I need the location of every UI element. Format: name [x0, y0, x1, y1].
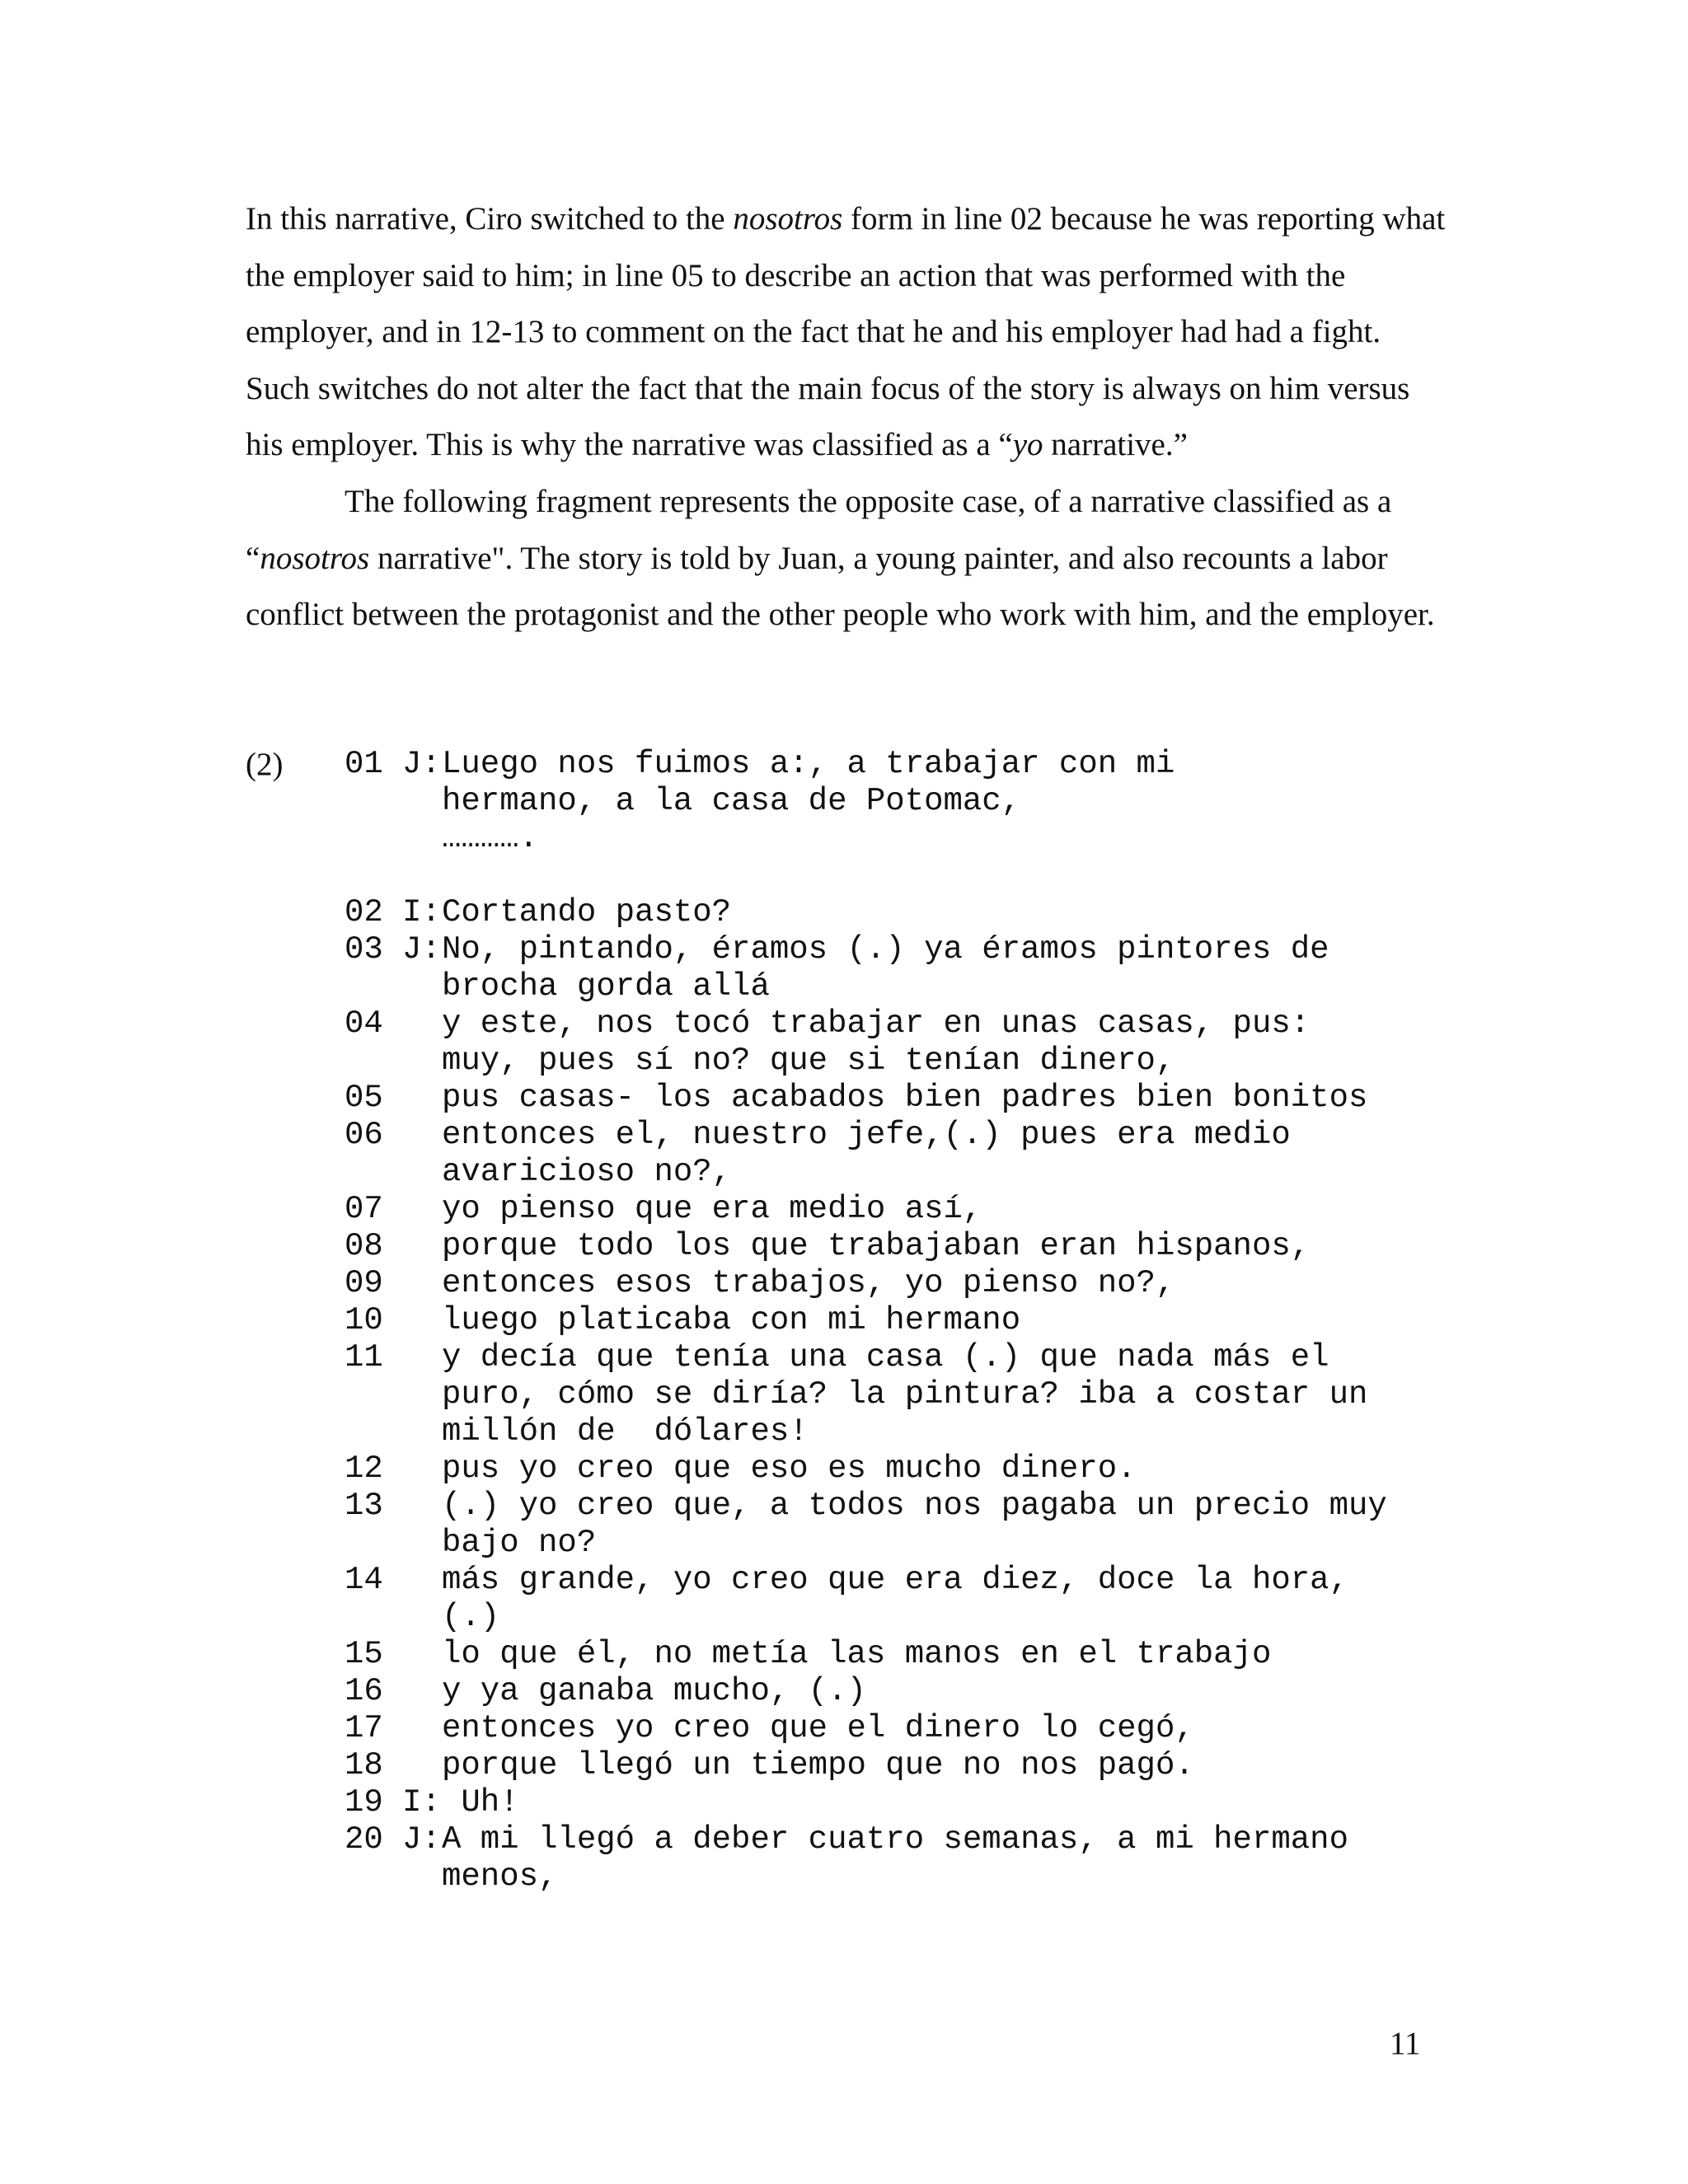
line-number: 12	[345, 1451, 383, 1487]
line-number: 07	[345, 1191, 383, 1227]
transcript-line	[345, 1191, 1482, 1228]
line-number: 03	[345, 931, 383, 968]
line-number: 13	[345, 1488, 383, 1524]
transcript	[345, 746, 1482, 1896]
speaker-label: I:	[402, 1784, 441, 1821]
speaker-label	[402, 1005, 442, 1043]
line-number: 17	[345, 1710, 383, 1746]
utterance-continuation: bajo no?	[442, 1525, 597, 1561]
utterance-continuation: menos,	[442, 1858, 558, 1895]
line-number: 18	[345, 1747, 383, 1783]
utterance-text: (.) yo creo que, a todos nos pagaba un precio muy	[442, 1488, 1387, 1524]
transcript-line	[345, 1673, 1482, 1710]
utterance-continuation: millón de dólares!	[442, 1413, 809, 1450]
example-number: (2)	[246, 747, 284, 782]
utterance-text: Cortando pasto?	[442, 894, 732, 930]
utterance-text: y ya ganaba mucho, (.)	[442, 1673, 866, 1709]
utterance-continuation: avaricioso no?,	[442, 1154, 732, 1190]
transcript-line	[345, 1339, 1482, 1376]
utterance-text: porque llegó un tiempo que no nos pagó.	[442, 1747, 1194, 1783]
speaker-label: J:	[402, 1821, 441, 1858]
line-number: 01	[345, 746, 383, 782]
speaker-label	[402, 1117, 442, 1154]
transcript-line	[345, 1710, 1482, 1747]
utterance-continuation: ………….	[442, 820, 539, 856]
transcript-line	[345, 894, 1482, 931]
speaker-label	[402, 1191, 442, 1228]
speaker-label	[402, 1339, 442, 1376]
speaker-label	[402, 1562, 442, 1599]
line-number: 04	[345, 1005, 383, 1042]
utterance-continuation: brocha gorda allá	[442, 968, 770, 1005]
line-number: 09	[345, 1265, 383, 1301]
transcript-line	[345, 746, 1482, 783]
paragraph-1: In this narrative, Ciro switched to the nosotros form in line 02 because he was reporting what the employer said to him; in line 05 to describe an action that was performed with the employer, and in 12-13 to comment on the fact that he and his employer had had a fight. Such switches do not alter the fact that the main focus of the story is always on him versus his employer. This is why the narrative was classified as a “yo narrative.”	[246, 201, 1446, 463]
utterance-text: yo pienso que era medio así,	[442, 1191, 982, 1227]
utterance-text: entonces el, nuestro jefe,(.) pues era medio	[442, 1117, 1291, 1153]
line-number: 11	[345, 1339, 383, 1376]
utterance-continuation: puro, cómo se diría? la pintura? iba a costar un	[442, 1376, 1368, 1413]
utterance-text: Luego nos fuimos a:, a trabajar con mi	[442, 746, 1175, 782]
line-number: 02	[345, 894, 383, 930]
speaker-label	[402, 1228, 442, 1265]
speaker-label	[402, 1710, 442, 1747]
utterance-text: y decía que tenía una casa (.) que nada más el	[442, 1339, 1329, 1376]
line-number: 05	[345, 1080, 383, 1116]
utterance-text: A mi llegó a deber cuatro semanas, a mi hermano	[442, 1821, 1348, 1858]
speaker-label: I:	[402, 894, 441, 930]
transcript-line	[345, 1302, 1482, 1339]
utterance-text: Uh!	[442, 1784, 519, 1821]
line-number: 08	[345, 1228, 383, 1264]
speaker-label	[402, 1673, 442, 1710]
utterance-text: entonces esos trabajos, yo pienso no?,	[442, 1265, 1175, 1301]
paragraph-2: The following fragment represents the opposite case, of a narrative classified as a “nosotros narrative". The story is told by Juan, a young painter, and also recounts a labor conflict between the protagonist and the other people who work with him, and the employer.	[246, 483, 1435, 633]
utterance-text: porque todo los que trabajaban eran hispanos,	[442, 1228, 1311, 1264]
transcript-line	[345, 1821, 1482, 1858]
transcript-line	[345, 1228, 1482, 1265]
transcript-line	[345, 1451, 1482, 1488]
utterance-text: lo que él, no metía las manos en el trabajo	[442, 1636, 1272, 1672]
speaker-label	[402, 1265, 442, 1302]
utterance-continuation: muy, pues sí no? que si tenían dinero,	[442, 1043, 1175, 1079]
line-number: 10	[345, 1302, 383, 1338]
speaker-label	[402, 1302, 442, 1339]
utterance-text: y este, nos tocó trabajar en unas casas, pus:	[442, 1005, 1311, 1042]
speaker-label: J:	[402, 746, 441, 782]
line-number: 16	[345, 1673, 383, 1709]
transcript-line	[345, 1265, 1482, 1302]
emphasis-yo: yo	[1012, 427, 1043, 463]
utterance-text: No, pintando, éramos (.) ya éramos pintores de	[442, 931, 1329, 968]
transcript-line	[345, 1562, 1482, 1599]
transcript-line	[345, 1005, 1482, 1043]
transcript-line	[345, 1784, 1482, 1821]
transcript-line	[345, 1080, 1482, 1117]
speaker-label: J:	[402, 931, 441, 968]
line-number: 20	[345, 1821, 383, 1858]
utterance-continuation: hermano, a la casa de Potomac,	[442, 783, 1021, 819]
transcript-line	[345, 931, 1482, 968]
utterance-text: pus casas- los acabados bien padres bien bonitos	[442, 1080, 1368, 1116]
speaker-label	[402, 1451, 442, 1488]
speaker-label	[402, 1747, 442, 1784]
transcript-line	[345, 1747, 1482, 1784]
emphasis-nosotros: nosotros	[733, 201, 843, 237]
transcript-line	[345, 1636, 1482, 1673]
page-number: 11	[1390, 2026, 1421, 2061]
line-number: 19	[345, 1784, 383, 1821]
utterance-text: luego platicaba con mi hermano	[442, 1302, 1021, 1338]
body-text	[246, 191, 1449, 644]
speaker-label	[402, 1080, 442, 1117]
utterance-text: pus yo creo que eso es mucho dinero.	[442, 1451, 1137, 1487]
transcript-line	[345, 1488, 1482, 1525]
utterance-text: entonces yo creo que el dinero lo cegó,	[442, 1710, 1194, 1746]
speaker-label	[402, 1488, 442, 1525]
line-number: 06	[345, 1117, 383, 1153]
utterance-text: más grande, yo creo que era diez, doce la hora,	[442, 1562, 1348, 1598]
transcript-line	[345, 1117, 1482, 1154]
emphasis-nosotros: nosotros	[260, 540, 370, 576]
utterance-continuation: (.)	[442, 1599, 500, 1635]
blank-line	[345, 857, 1482, 894]
speaker-label	[402, 1636, 442, 1673]
line-number: 15	[345, 1636, 383, 1672]
line-number: 14	[345, 1562, 383, 1598]
